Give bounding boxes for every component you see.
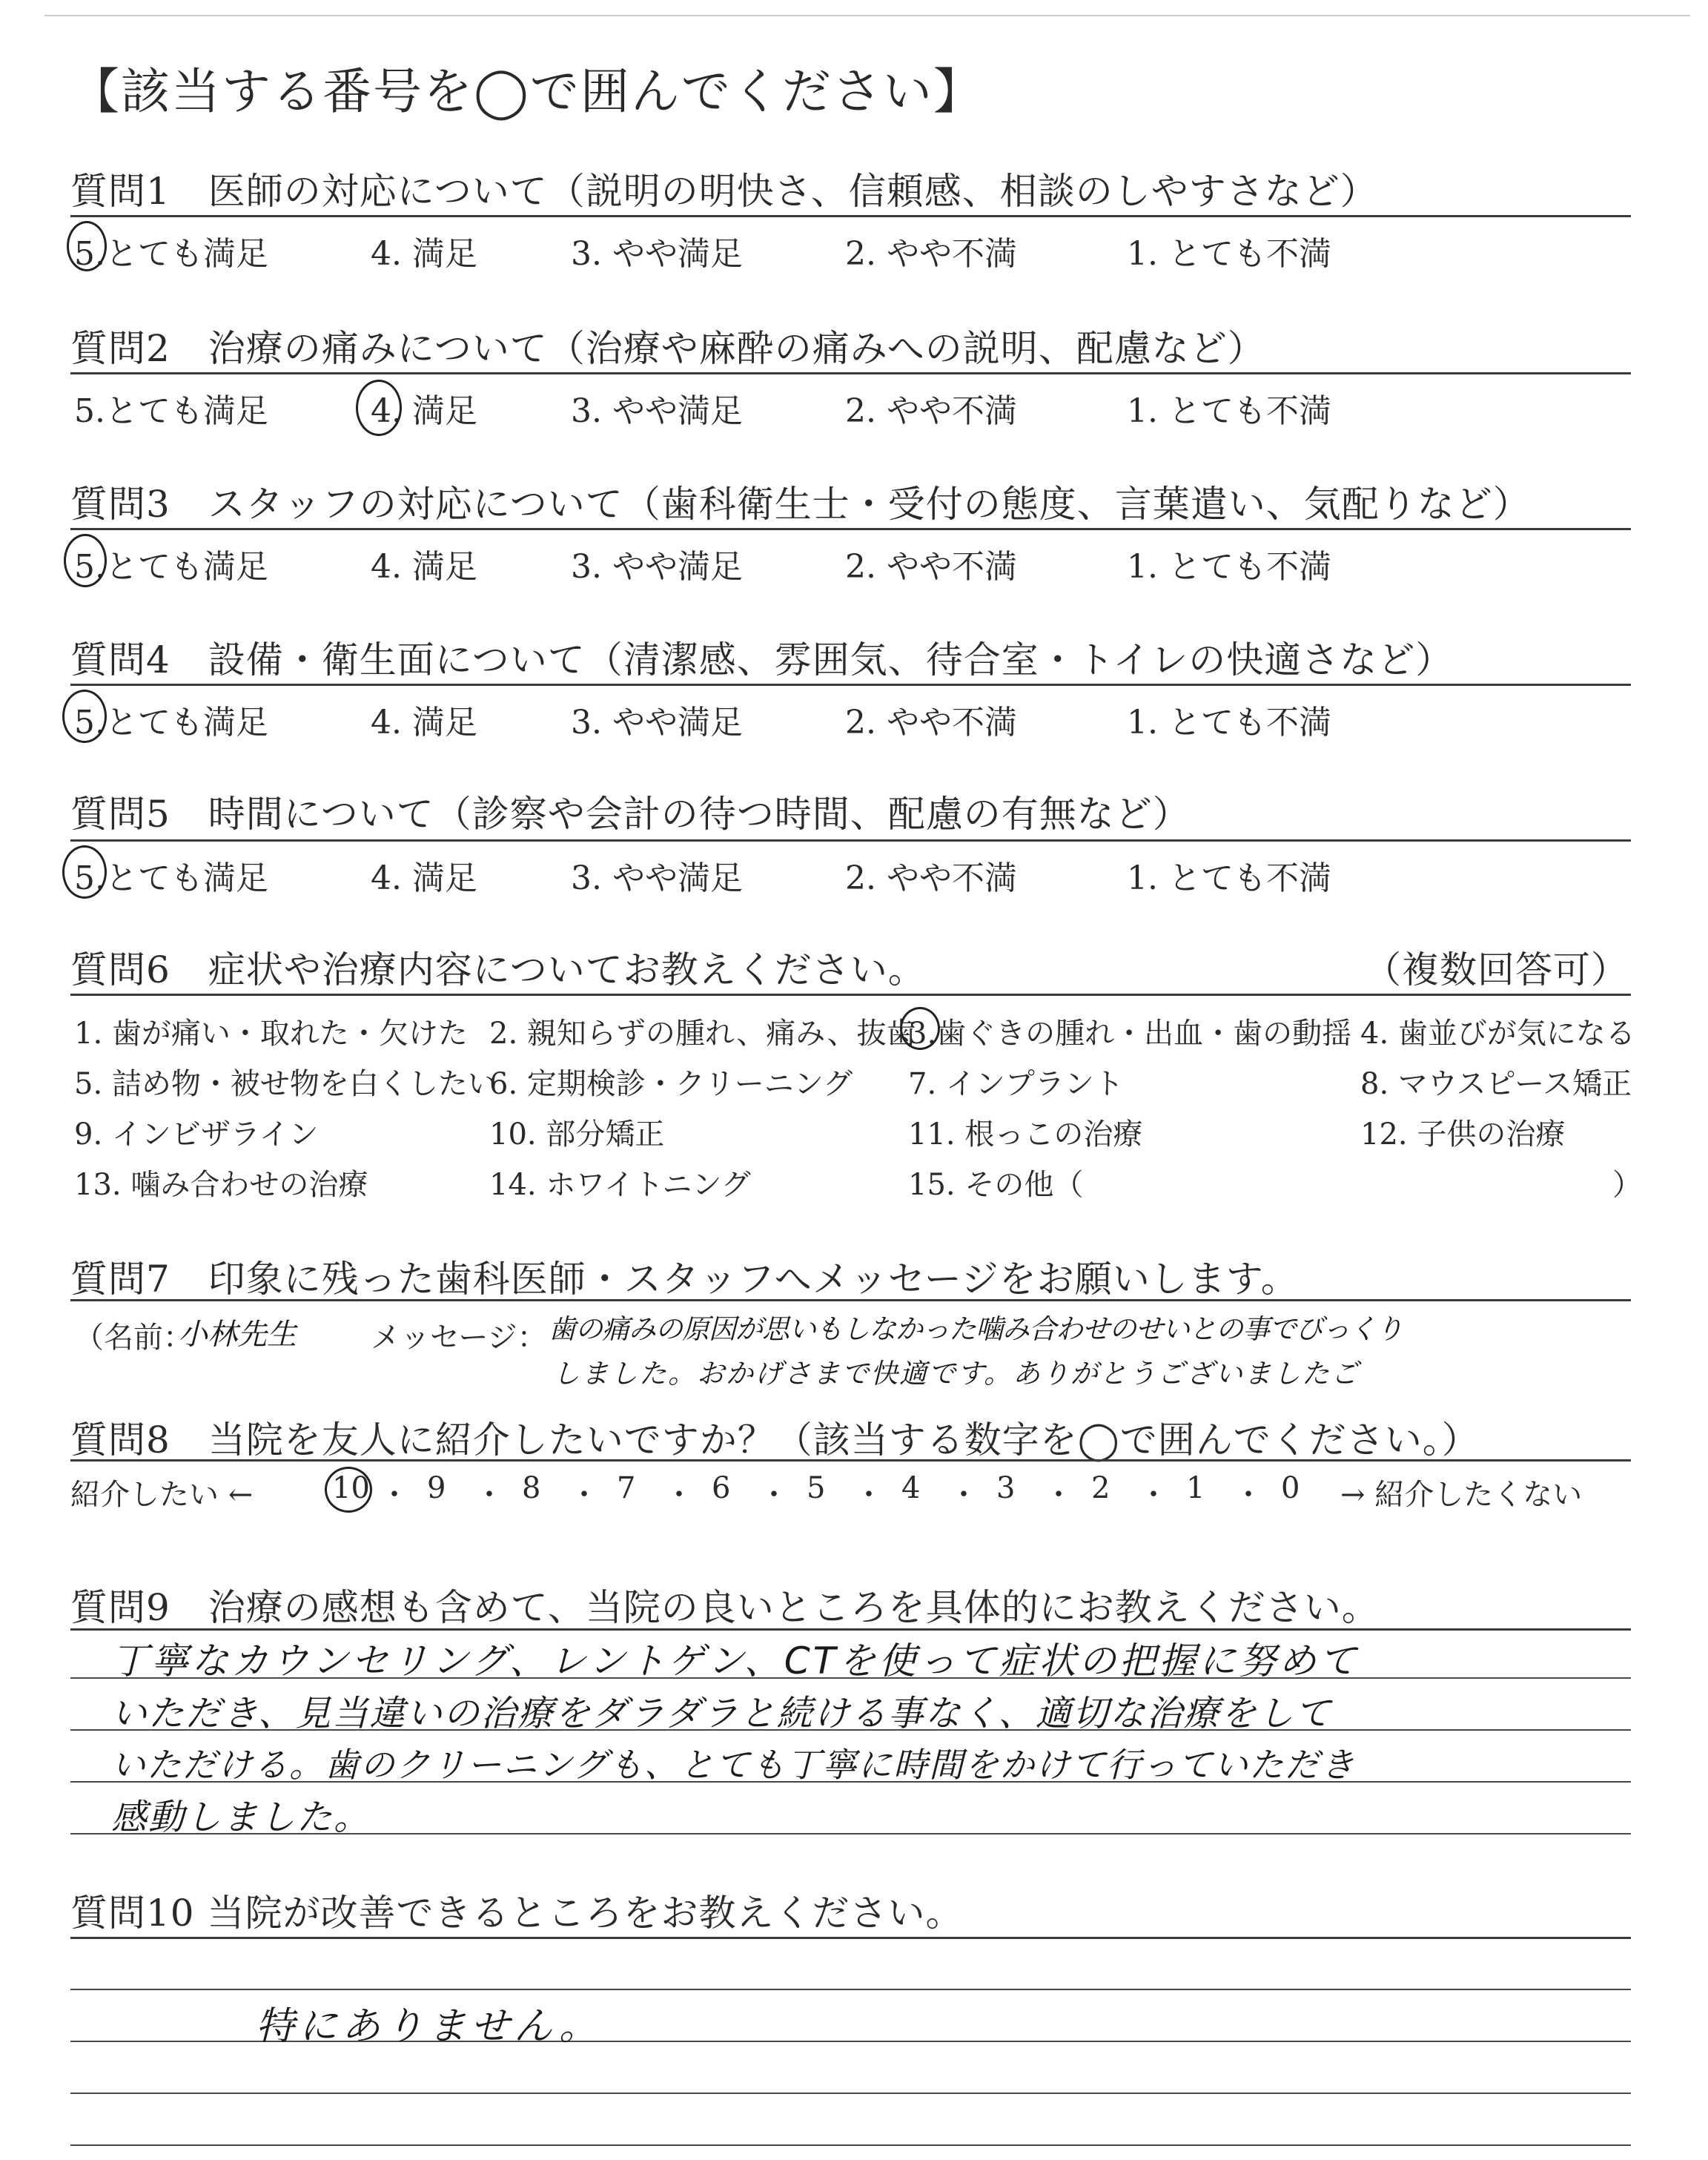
q10-answer[interactable]: 特にありません。 bbox=[256, 2004, 603, 2049]
question-2-rule bbox=[70, 372, 1631, 374]
q3-option-4[interactable]: 4. 満足 bbox=[371, 548, 477, 586]
q8-scale-1[interactable]: 1 bbox=[1186, 1471, 1205, 1505]
question-4-title: 質問4 設備・衛生面について（清潔感、雰囲気、待合室・トイレの快適さなど） bbox=[70, 638, 1454, 681]
q8-scale-separator: ・ bbox=[380, 1478, 409, 1512]
q6-item-9[interactable]: 9. インビザライン bbox=[74, 1117, 319, 1152]
q6-item-15-close-paren: ） bbox=[1612, 1168, 1642, 1202]
q4-option-5[interactable]: 5.とても満足 bbox=[74, 704, 268, 742]
q9-answer-line-3[interactable]: いただける。歯のクリーニングも、とても丁寧に時間をかけて行っていただき bbox=[111, 1745, 1357, 1785]
q8-scale-6[interactable]: 6 bbox=[712, 1471, 731, 1505]
q7-message-label: メッセージ： bbox=[371, 1321, 547, 1355]
q6-item-15[interactable]: 15. その他（ bbox=[908, 1168, 1084, 1202]
question-4-rule bbox=[70, 684, 1631, 686]
q6-item-6[interactable]: 6. 定期検診・クリーニング bbox=[489, 1067, 853, 1101]
q9-answer-line-2[interactable]: いただき、見当違いの治療をダラダラと続ける事なく、適切な治療をして bbox=[111, 1693, 1332, 1734]
q5-selection-circle bbox=[62, 845, 107, 899]
q6-item-12[interactable]: 12. 子供の治療 bbox=[1360, 1117, 1566, 1152]
q2-selection-circle bbox=[356, 380, 402, 436]
question-3-rule bbox=[70, 528, 1631, 530]
q2-option-3[interactable]: 3. やや満足 bbox=[571, 392, 743, 430]
q1-option-1[interactable]: 1. とても不満 bbox=[1127, 235, 1331, 273]
q2-option-5[interactable]: 5.とても満足 bbox=[74, 392, 268, 430]
q4-option-1[interactable]: 1. とても不満 bbox=[1127, 704, 1331, 742]
q8-scale-separator: ・ bbox=[664, 1478, 694, 1512]
question-10-title: 質問10 当院が改善できるところをお教えください。 bbox=[70, 1892, 964, 1935]
question-5-title: 質問5 時間について（診察や会計の待つ時間、配慮の有無など） bbox=[70, 793, 1191, 836]
q9-answer-line-1[interactable]: 丁寧なカウンセリング、レントゲン、CTを使って症状の把握に努めて bbox=[111, 1639, 1360, 1682]
q1-option-2[interactable]: 2. やや不満 bbox=[845, 235, 1017, 273]
q6-item-11[interactable]: 11. 根っこの治療 bbox=[908, 1117, 1143, 1152]
question-7-rule bbox=[70, 1299, 1631, 1301]
q7-name-label: （名前： bbox=[74, 1321, 193, 1355]
q5-option-3[interactable]: 3. やや満足 bbox=[571, 859, 743, 897]
q6-item-8[interactable]: 8. マウスピース矯正 bbox=[1360, 1067, 1632, 1101]
q4-option-4[interactable]: 4. 満足 bbox=[371, 704, 477, 742]
q9-answer-line-4[interactable]: 感動しました。 bbox=[111, 1797, 371, 1838]
q1-option-4[interactable]: 4. 満足 bbox=[371, 235, 477, 273]
question-6-title: 質問6 症状や治療内容についてお教えください。 bbox=[70, 948, 926, 991]
question-8-rule bbox=[70, 1459, 1631, 1462]
q10-answer-line bbox=[70, 2144, 1631, 2146]
question-1-rule bbox=[70, 215, 1631, 217]
q5-option-1[interactable]: 1. とても不満 bbox=[1127, 859, 1331, 897]
q8-scale-separator: ・ bbox=[1139, 1478, 1168, 1512]
q1-selection-circle bbox=[67, 221, 107, 271]
q2-option-2[interactable]: 2. やや不満 bbox=[845, 392, 1017, 430]
q5-option-5[interactable]: 5.とても満足 bbox=[74, 859, 268, 897]
q8-scale-separator: ・ bbox=[1234, 1478, 1263, 1512]
q6-item-2[interactable]: 2. 親知らずの腫れ、痛み、抜歯 bbox=[489, 1017, 916, 1051]
question-6-note: （複数回答可） bbox=[1364, 948, 1629, 991]
q7-name-value[interactable]: 小林先生 bbox=[178, 1318, 297, 1352]
q6-item-1[interactable]: 1. 歯が痛い・取れた・欠けた bbox=[74, 1017, 468, 1051]
q5-option-2[interactable]: 2. やや不満 bbox=[845, 859, 1017, 897]
question-2-title: 質問2 治療の痛みについて（治療や麻酔の痛みへの説明、配慮など） bbox=[70, 327, 1265, 370]
q8-scale-separator: ・ bbox=[1044, 1478, 1073, 1512]
q6-item-13[interactable]: 13. 噛み合わせの治療 bbox=[74, 1168, 368, 1202]
question-10-rule bbox=[70, 1937, 1631, 1939]
q8-scale-9[interactable]: 9 bbox=[427, 1471, 446, 1505]
q6-item-10[interactable]: 10. 部分矯正 bbox=[489, 1117, 665, 1152]
q8-scale-separator: ・ bbox=[759, 1478, 789, 1512]
q7-message-line-2[interactable]: しました。おかげさまで快適です。ありがとうございましたご bbox=[552, 1358, 1360, 1390]
q3-option-2[interactable]: 2. やや不満 bbox=[845, 548, 1017, 586]
q4-selection-circle bbox=[62, 690, 107, 743]
q2-option-1[interactable]: 1. とても不満 bbox=[1127, 392, 1331, 430]
q2-option-4[interactable]: 4. 満足 bbox=[371, 392, 477, 430]
q8-right-label: → 紹介したくない bbox=[1340, 1478, 1583, 1512]
q8-scale-4[interactable]: 4 bbox=[901, 1471, 921, 1505]
q6-item-5[interactable]: 5. 詰め物・被せ物を白くしたい bbox=[74, 1067, 497, 1101]
q3-option-1[interactable]: 1. とても不満 bbox=[1127, 548, 1331, 586]
q8-scale-10[interactable]: 10 bbox=[332, 1471, 370, 1505]
q6-item-14[interactable]: 14. ホワイトニング bbox=[489, 1168, 751, 1202]
q10-answer-line bbox=[70, 1989, 1631, 1990]
q6-selection-circle bbox=[900, 1007, 940, 1050]
question-1-title: 質問1 医師の対応について（説明の明快さ、信頼感、相談のしやすさなど） bbox=[70, 170, 1378, 213]
q8-selection-circle bbox=[325, 1467, 372, 1513]
question-9-title: 質問9 治療の感想も含めて、当院の良いところを具体的にお教えください。 bbox=[70, 1586, 1380, 1629]
q10-answer-line bbox=[70, 2093, 1631, 2094]
q3-option-3[interactable]: 3. やや満足 bbox=[571, 548, 743, 586]
q6-item-4[interactable]: 4. 歯並びが気になる bbox=[1360, 1017, 1635, 1051]
q4-option-3[interactable]: 3. やや満足 bbox=[571, 704, 743, 742]
q8-scale-0[interactable]: 0 bbox=[1281, 1471, 1300, 1505]
q8-scale-7[interactable]: 7 bbox=[617, 1471, 636, 1505]
q1-option-5[interactable]: 5.とても満足 bbox=[74, 235, 268, 273]
q8-scale-5[interactable]: 5 bbox=[807, 1471, 826, 1505]
q3-option-5[interactable]: 5.とても満足 bbox=[74, 548, 268, 586]
q5-option-4[interactable]: 4. 満足 bbox=[371, 859, 477, 897]
q8-scale-2[interactable]: 2 bbox=[1091, 1471, 1110, 1505]
q8-scale-separator: ・ bbox=[569, 1478, 599, 1512]
q6-item-3[interactable]: 3.歯ぐきの腫れ・出血・歯の動揺 bbox=[908, 1017, 1352, 1051]
question-8-title: 質問8 当院を友人に紹介したいですか？（該当する数字を◯で囲んでください。） bbox=[70, 1418, 1480, 1462]
q3-selection-circle bbox=[64, 534, 107, 587]
q8-scale-separator: ・ bbox=[949, 1478, 979, 1512]
question-6-rule bbox=[70, 994, 1631, 996]
q8-left-label: 紹介したい ← bbox=[70, 1478, 254, 1512]
question-5-rule bbox=[70, 839, 1631, 842]
q8-scale-3[interactable]: 3 bbox=[996, 1471, 1016, 1505]
top-border-line bbox=[44, 15, 1690, 16]
q8-scale-separator: ・ bbox=[854, 1478, 884, 1512]
question-3-title: 質問3 スタッフの対応について（歯科衛生士・受付の態度、言葉遣い、気配りなど） bbox=[70, 483, 1531, 526]
q6-item-7[interactable]: 7. インプラント bbox=[908, 1067, 1124, 1101]
q8-scale-8[interactable]: 8 bbox=[522, 1471, 541, 1505]
question-9-rule bbox=[70, 1628, 1631, 1631]
q8-scale-separator: ・ bbox=[474, 1478, 504, 1512]
q7-message-line-1[interactable]: 歯の痛みの原因が思いもしなかった噛み合わせのせいとの事でびっくり bbox=[549, 1313, 1403, 1345]
question-7-title: 質問7 印象に残った歯科医師・スタッフへメッセージをお願いします。 bbox=[70, 1258, 1299, 1301]
page-title: 【該当する番号を◯で囲んでください】 bbox=[70, 63, 984, 120]
q4-option-2[interactable]: 2. やや不満 bbox=[845, 704, 1017, 742]
q1-option-3[interactable]: 3. やや満足 bbox=[571, 235, 743, 273]
